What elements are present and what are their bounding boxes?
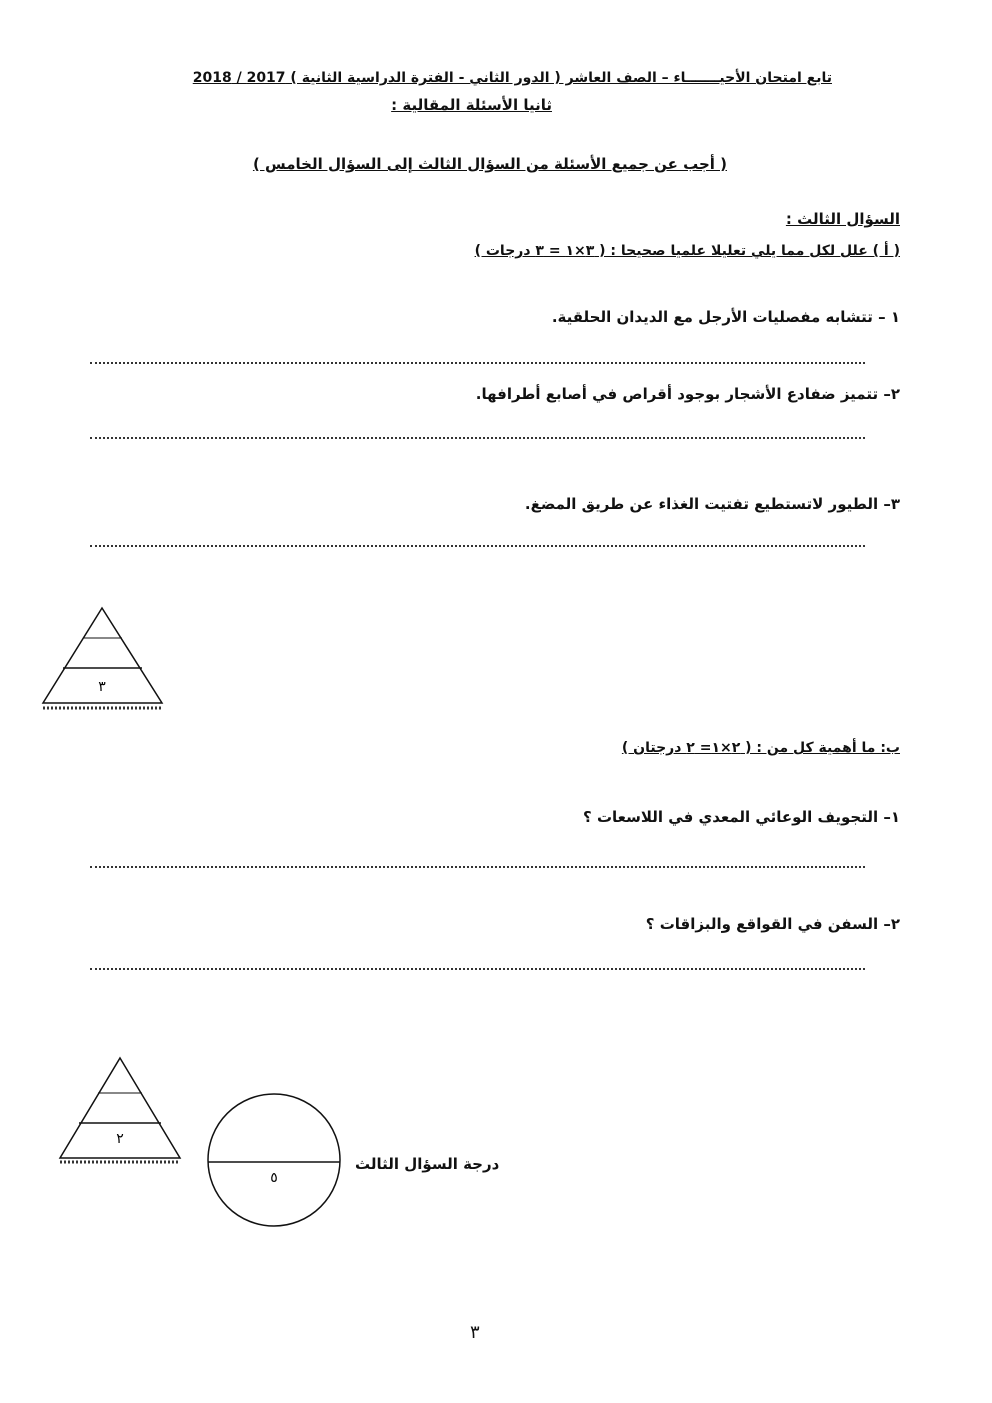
part-b-item-2: ٢– السفن في القواقع والبزاقات ؟ [645,915,900,933]
part-a-item-1: ١ – تتشابه مفصليات الأرجل مع الديدان الحلقية. [551,308,900,326]
answer-line[interactable] [90,545,865,547]
part-a-item-2: ٢– تتميز ضفادع الأشجار بوجود أقراص في أصابع أطرافها. [475,385,900,403]
part-b-item-1: ١– التجويف الوعائي المعدي في اللاسعات ؟ [583,808,900,826]
total-score-circle [204,1090,344,1230]
instruction: ( أجب عن جميع الأسئلة من السؤال الثالث إلى السؤال الخامس ) [252,155,727,173]
total-score-value: ٥ [270,1170,278,1186]
part-b-title: ب: ما أهمية كل من : ( ٢×١= ٢ درجتان ) [621,740,900,756]
page-number: ٣ [470,1322,480,1343]
answer-line[interactable] [90,437,865,439]
part-a-item-3: ٣– الطيور لاتستطيع تفتيت الغذاء عن طريق المضغ. [524,495,900,513]
section-title: ثانيا الأسئلة المقالية : [391,96,552,114]
question-title: السؤال الثالث : [785,210,900,228]
score-a-value: ٣ [98,679,106,695]
score-triangle-a [40,605,165,713]
answer-line[interactable] [90,362,865,364]
exam-header: تابع امتحان الأحيـــــــاء – الصف العاشر ( الدور الثاني - الفترة الدراسية الثانية ) 2017 / 2018 [192,70,832,86]
score-triangle-b [55,1055,185,1167]
total-score-caption: درجة السؤال الثالث [355,1155,500,1173]
answer-line[interactable] [90,866,865,868]
score-b-value: ٢ [116,1131,124,1147]
answer-line[interactable] [90,968,865,970]
part-a-title: ( أ ) علل لكل مما يلي تعليلا علميا صحيحا : ( ٣×١ = ٣ درجات ) [474,243,900,259]
